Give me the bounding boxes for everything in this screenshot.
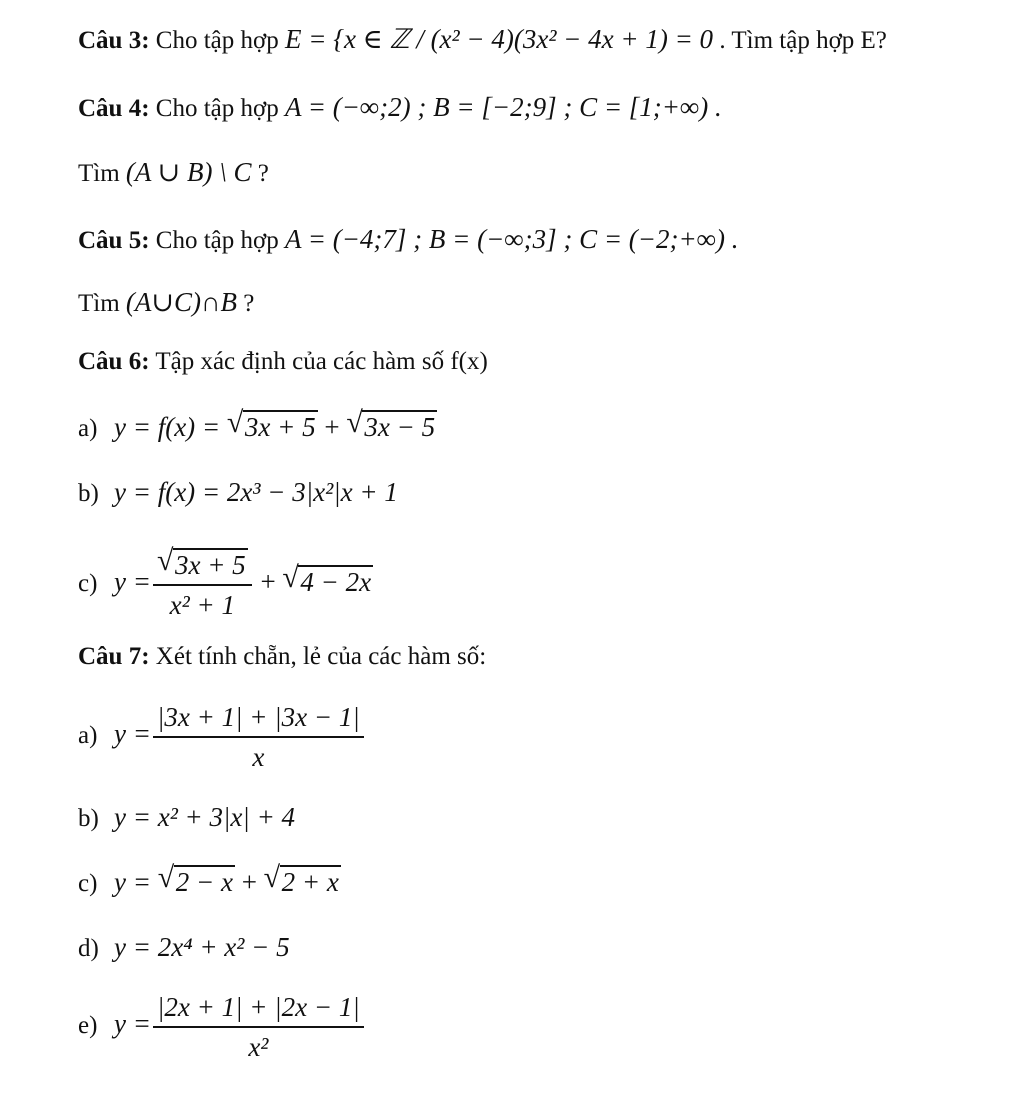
question-3-tail: . Tìm tập hợp E? <box>713 27 887 54</box>
question-6 <box>78 345 488 379</box>
fraction <box>153 990 364 1064</box>
question-4-label: Câu 4: <box>78 95 150 122</box>
question-7-a: a) y = $\frac{|3x + 1| + |3x - 1|}{x}$ <box>78 700 366 774</box>
numerator: |2x + 1| + |2x − 1| <box>153 990 364 1028</box>
numerator: |3x + 1| + |3x − 1| <box>153 700 364 738</box>
question-3-label: Câu 3: <box>78 27 150 54</box>
question-5-find-prefix: Tìm <box>78 290 126 317</box>
question-7 <box>78 640 486 674</box>
question-5-find <box>78 285 254 321</box>
sqrt-term-2: √ 2 + x <box>263 861 339 897</box>
sqrt-numerator: √ 3x + 5 <box>156 544 246 580</box>
item-label: c) <box>78 569 98 597</box>
question-6-text: Tập xác định của các hàm số f(x) <box>149 348 488 375</box>
question-5-sets: A = (−4;7] ; B = (−∞;3] ; C = (−2;+∞) . <box>284 224 739 254</box>
item-label: e) <box>78 1011 98 1039</box>
item-label: b) <box>78 480 99 507</box>
question-7-text: Xét tính chẵn, lẻ của các hàm số: <box>149 643 487 670</box>
denominator: x² <box>248 1032 269 1062</box>
item-label: a) <box>78 721 98 749</box>
expr: y = f(x) = 2x³ − 3|x²|x + 1 <box>114 477 398 507</box>
denominator: x² + 1 <box>169 590 235 620</box>
item-label: d) <box>78 935 99 962</box>
fraction <box>153 544 252 622</box>
question-5 <box>78 222 738 258</box>
question-5-find-suffix: ? <box>237 290 255 317</box>
question-7-c: c) y = √ 2 − x + √ 2 + x <box>78 865 341 901</box>
question-7-b <box>78 800 295 836</box>
sqrt-term-1: √ 2 − x <box>157 861 233 897</box>
question-6-label: Câu 6: <box>78 348 150 375</box>
question-7-label: Câu 7: <box>78 643 150 670</box>
question-4-find-prefix: Tìm <box>78 160 126 187</box>
question-3 <box>78 22 887 58</box>
question-4-find <box>78 155 269 191</box>
item-label: b) <box>78 805 99 832</box>
expr: y = x² + 3|x| + 4 <box>114 802 296 832</box>
question-4-text: Cho tập hợp <box>149 95 285 122</box>
question-7-e: e) y = $\frac{|2x + 1| + |2x - 1|}{\text{x²}}$ <box>78 990 366 1064</box>
item-label: a) <box>78 415 98 442</box>
question-6-c: c) y = √ 3x + 5 x² + 1 + √ 4 − 2x <box>78 544 372 620</box>
question-4-find-suffix: ? <box>251 160 269 187</box>
question-4-sets: A = (−∞;2) ; B = [−2;9] ; C = [1;+∞) . <box>284 92 722 122</box>
question-7-d <box>78 930 290 966</box>
expr: y = 2x⁴ + x² − 5 <box>114 932 290 962</box>
question-3-set: E = {x ∈ ℤ / (x² − 4)(3x² − 4x + 1) = 0 <box>284 24 714 54</box>
fraction <box>153 700 364 774</box>
question-6-b <box>78 475 398 511</box>
item-label: c) <box>78 870 98 897</box>
question-5-text: Cho tập hợp <box>149 227 285 254</box>
denominator: x <box>252 742 265 772</box>
sqrt-term-1: √ 3x + 5 <box>226 406 316 442</box>
sqrt-term-2: √ 3x − 5 <box>346 406 436 442</box>
sqrt-term: √ 4 − 2x <box>282 560 372 597</box>
question-4 <box>78 90 722 126</box>
question-5-find-expr: (A∪C)∩B <box>125 287 238 317</box>
expr-prefix: y = f(x) = <box>114 412 227 442</box>
question-5-label: Câu 5: <box>78 227 150 254</box>
question-4-find-expr: (A ∪ B) \ C <box>125 157 252 187</box>
question-6-a: a) y = f(x) = √ 3x + 5 + √ 3x − 5 <box>78 410 437 446</box>
question-3-text: Cho tập hợp <box>149 27 285 54</box>
